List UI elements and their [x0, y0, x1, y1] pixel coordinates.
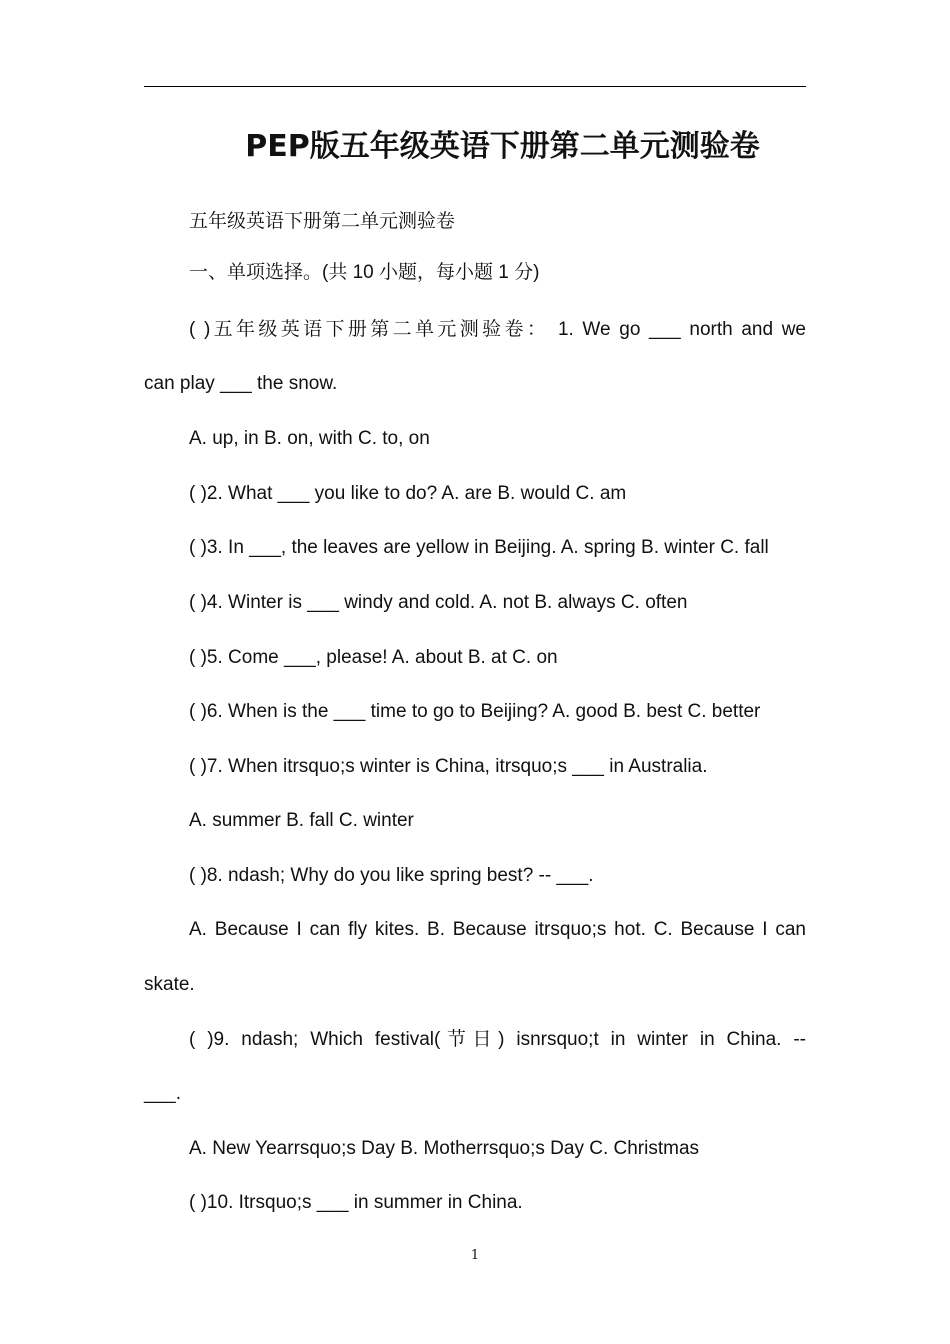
question-10: ( )10. Itrsquo;s ___ in summer in China.	[189, 1192, 523, 1213]
page-number: 1	[470, 1248, 480, 1263]
header-rule	[144, 86, 806, 87]
question-8-options-line-2: skate.	[144, 974, 195, 995]
section-heading: 一、单项选择。(共 10 小题，每小题 1 分)	[189, 262, 540, 283]
question-8-options-line-1: A. Because I can fly kites. B. Because itrsquo;s hot. C. Because I can	[189, 919, 806, 940]
question-2: ( )2. What ___ you like to do? A. are B. would C. am	[189, 483, 627, 504]
subtitle: 五年级英语下册第二单元测验卷	[189, 211, 456, 232]
question-1-line-2: can play ___ the snow.	[144, 373, 338, 394]
question-7: ( )7. When itrsquo;s winter is China, itrsquo;s ___ in Australia.	[189, 756, 708, 777]
question-9-line-2: ___.	[144, 1083, 181, 1104]
question-9-options: A. New Yearrsquo;s Day B. Motherrsquo;s Day C. Christmas	[189, 1138, 700, 1159]
question-3: ( )3. In ___, the leaves are yellow in Beijing. A. spring B. winter C. fall	[189, 537, 769, 558]
question-9-line-1: ( )9. ndash; Which festival(节日) isnrsquo;t in winter in China. --	[189, 1029, 806, 1050]
question-4: ( )4. Winter is ___ windy and cold. A. not B. always C. often	[189, 592, 688, 613]
page-title: PEP版五年级英语下册第二单元测验卷	[245, 129, 760, 164]
question-7-options: A. summer B. fall C. winter	[189, 810, 414, 831]
question-6: ( )6. When is the ___ time to go to Beijing? A. good B. best C. better	[189, 701, 761, 722]
question-1-line-1: ( )五年级英语下册第二单元测验卷： 1. We go ___ north and we	[189, 319, 806, 340]
question-8: ( )8. ndash; Why do you like spring best? -- ___.	[189, 865, 594, 886]
question-5: ( )5. Come ___, please! A. about B. at C. on	[189, 647, 558, 668]
question-1-options: A. up, in B. on, with C. to, on	[189, 428, 430, 449]
